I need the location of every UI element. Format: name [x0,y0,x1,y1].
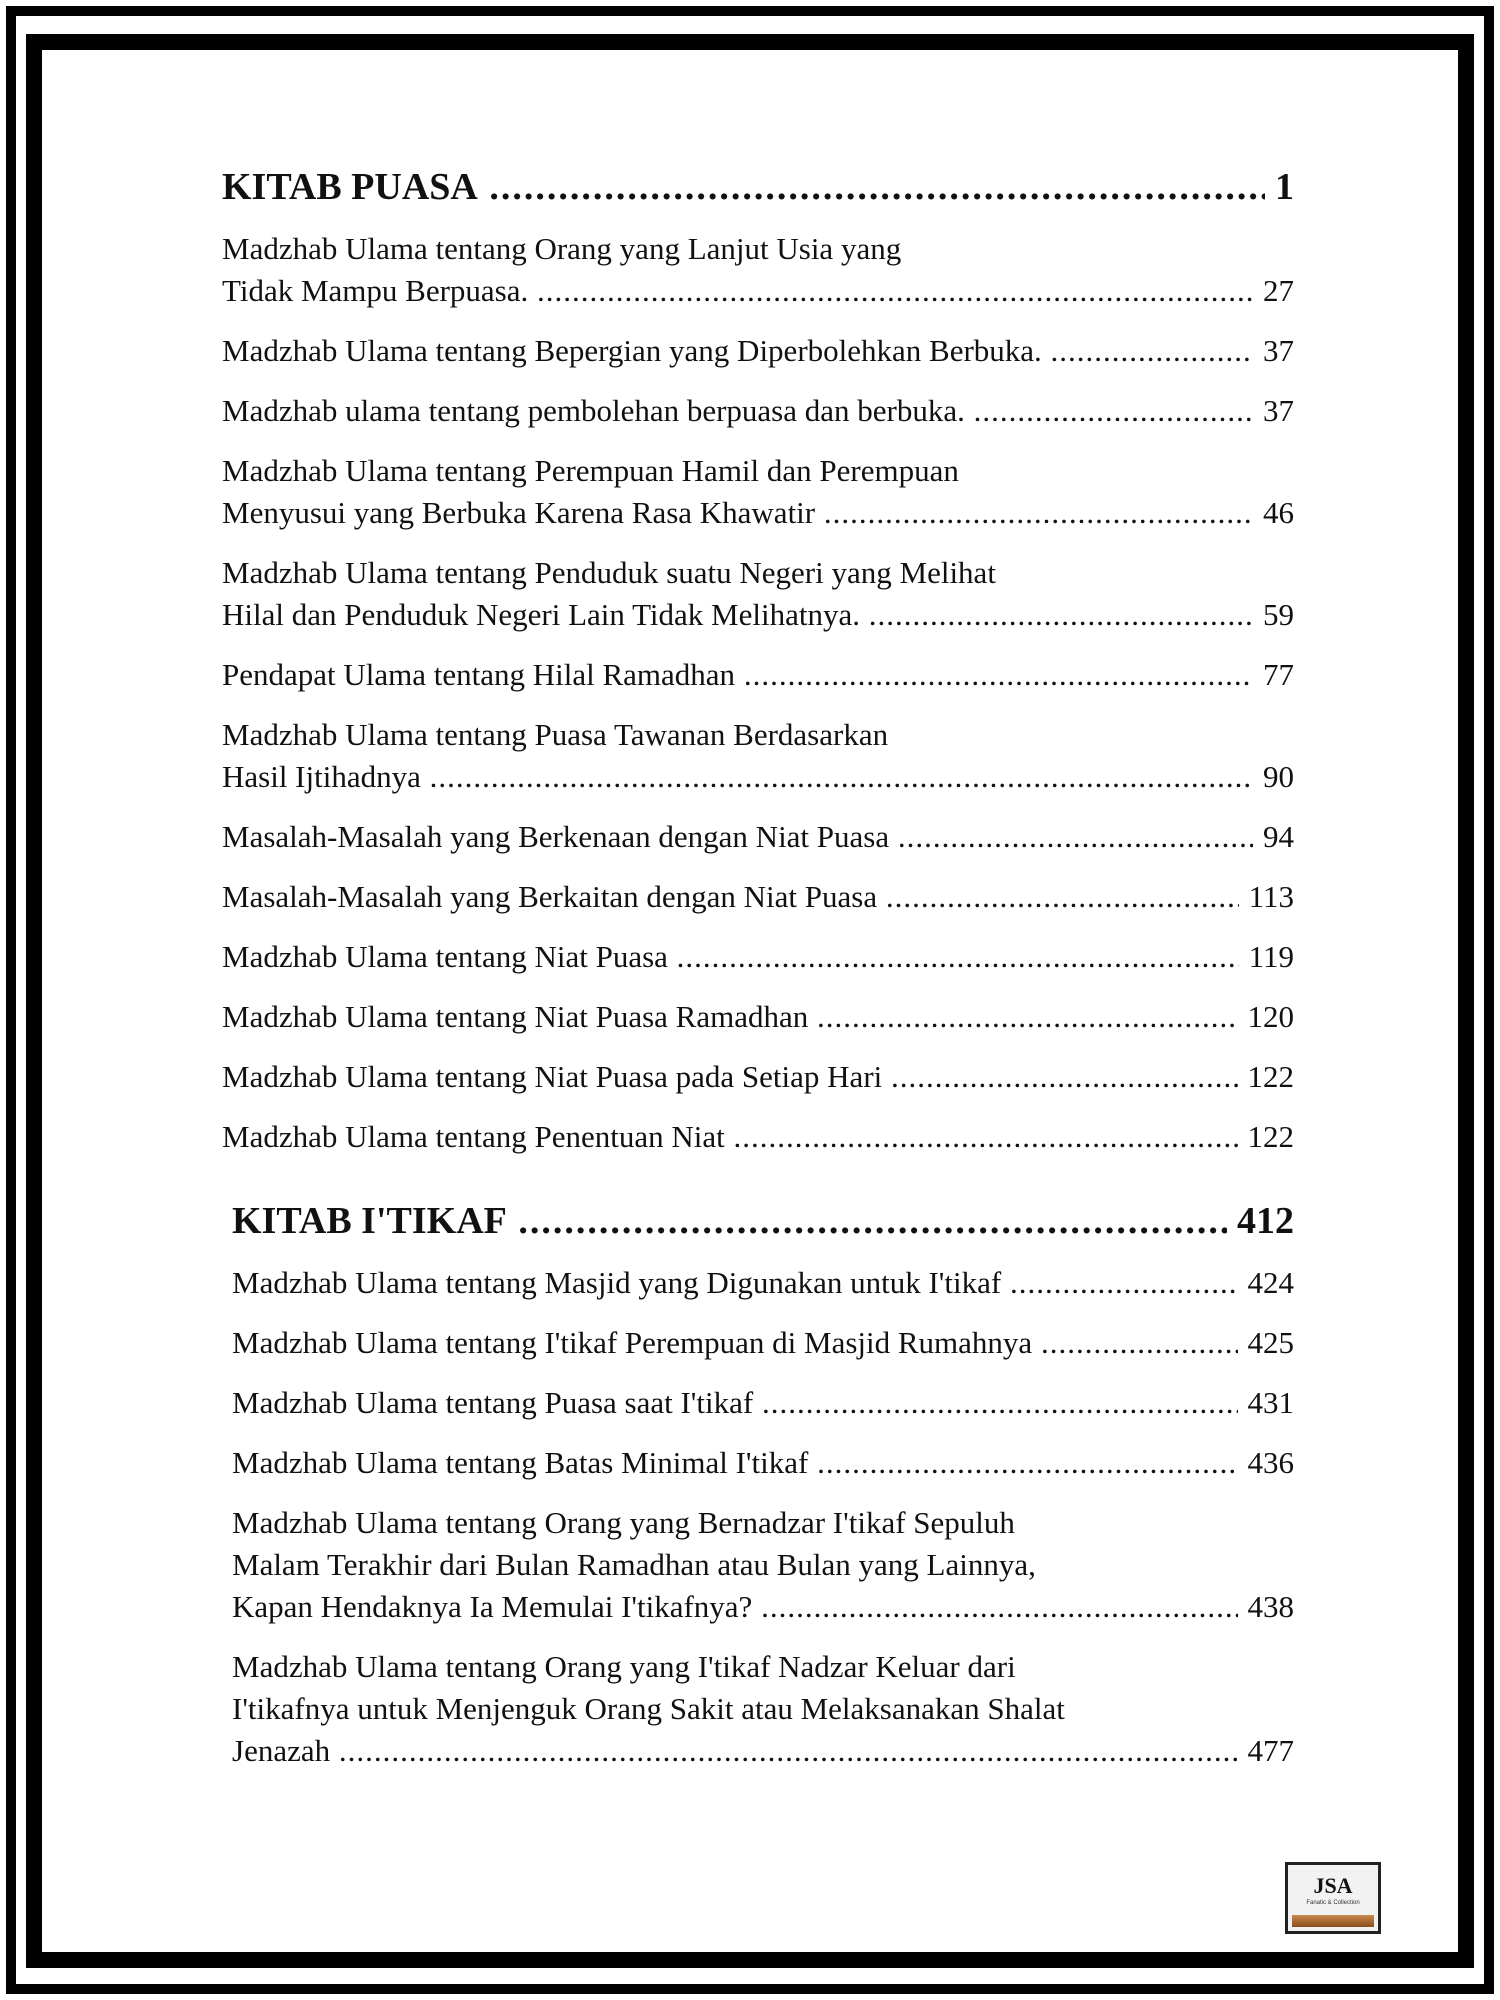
page-number: 37 [1263,333,1294,368]
entry-title [232,1322,1238,1364]
page-number: 37 [1263,393,1294,428]
title-line: Madzhab Ulama tentang Masjid yang Digunakan untuk I'tikaf ..... [232,1262,1238,1304]
title-line: Hasil Ijtihadnya ..... [222,756,1253,798]
title-line: Madzhab Ulama tentang Niat Puasa pada Setiap Hari ..... [222,1056,1238,1098]
toc-entry[interactable] [222,228,1294,312]
title-line: Masalah-Masalah yang Berkenaan dengan Niat Puasa ..... [222,816,1253,858]
page-number: 477 [1247,1733,1294,1768]
title-line: Madzhab Ulama tentang Penentuan Niat ..... [222,1116,1238,1158]
toc-section [222,162,1294,1158]
section-heading[interactable] [232,1196,1294,1246]
title-line: Kapan Hendaknya Ia Memulai I'tikafnya? ..... [232,1586,1238,1628]
page-number: 1 [1275,166,1294,208]
title-line: Masalah-Masalah yang Berkaitan dengan Niat Puasa ..... [222,876,1239,918]
entry-title [222,330,1253,372]
toc-entry[interactable] [222,654,1294,696]
title-line: Madzhab Ulama tentang Niat Puasa Ramadhan ..... [222,996,1238,1038]
title-line: Madzhab Ulama tentang I'tikaf Perempuan di Masjid Rumahnya ..... [232,1322,1238,1364]
entry-title [222,996,1238,1038]
toc-entry[interactable] [222,1056,1294,1098]
title-line: Madzhab Ulama tentang Penduduk suatu Negeri yang Melihat [222,555,996,590]
toc-entry[interactable] [232,1502,1294,1628]
entry-title [222,390,1253,432]
toc-entry[interactable] [222,996,1294,1038]
jsa-logo [1285,1862,1381,1934]
title-line: Pendapat Ulama tentang Hilal Ramadhan ..... [222,654,1253,696]
title-line: Hilal dan Penduduk Negeri Lain Tidak Melihatnya. ..... [222,594,1253,636]
entry-title [232,1442,1238,1484]
toc-entry[interactable] [222,876,1294,918]
page-number: 412 [1237,1200,1294,1242]
title-line: Madzhab Ulama tentang Bepergian yang Diperbolehkan Berbuka. ..... [222,330,1253,372]
page-number: 122 [1247,1119,1294,1154]
toc-entry[interactable] [232,1322,1294,1364]
page-number: 90 [1263,759,1294,794]
toc-entry[interactable] [232,1646,1294,1772]
title-line: Tidak Mampu Berpuasa. ..... [222,270,1253,312]
entry-title [222,552,1253,636]
entry-title [222,714,1253,798]
entry-title [222,450,1253,534]
page-number: 436 [1247,1445,1294,1480]
page-number: 424 [1247,1265,1294,1300]
title-line: Madzhab Ulama tentang Puasa saat I'tikaf ..... [232,1382,1238,1424]
entry-title [232,1502,1238,1628]
page-number: 77 [1263,657,1294,692]
title-line: KITAB PUASA ..... [222,162,1265,212]
title-line: Jenazah ..... [232,1730,1238,1772]
logo-bar [1292,1915,1374,1927]
toc-entry[interactable] [232,1442,1294,1484]
page-number: 94 [1263,819,1294,854]
page-number: 113 [1248,879,1294,914]
title-line: Malam Terakhir dari Bulan Ramadhan atau Bulan yang Lainnya, [232,1547,1036,1582]
page-number: 438 [1247,1589,1294,1624]
page-number: 27 [1263,273,1294,308]
title-line: Madzhab Ulama tentang Perempuan Hamil dan Perempuan [222,453,959,488]
toc-section [222,1196,1294,1772]
entry-title [222,1056,1238,1098]
logo-subtitle: Fanatic & Collection [1306,1900,1360,1906]
toc-entry[interactable] [232,1262,1294,1304]
entry-title [222,654,1253,696]
entry-title [232,1382,1238,1424]
page-number: 119 [1248,939,1294,974]
page-number: 120 [1247,999,1294,1034]
title-line: Madzhab Ulama tentang Orang yang I'tikaf Nadzar Keluar dari [232,1649,1016,1684]
title-line: Menyusui yang Berbuka Karena Rasa Khawatir ..... [222,492,1253,534]
toc-entry[interactable] [222,552,1294,636]
logo-text: JSA [1313,1873,1353,1898]
section-heading[interactable] [222,162,1294,212]
entry-title [232,1262,1238,1304]
title-line: Madzhab Ulama tentang Orang yang Lanjut Usia yang [222,231,902,266]
entry-title [222,816,1253,858]
title-line: Madzhab Ulama tentang Niat Puasa ..... [222,936,1239,978]
entry-title [222,1116,1238,1158]
toc-entry[interactable] [222,330,1294,372]
toc-entry[interactable] [222,936,1294,978]
section-title [222,162,1265,212]
page-number: 425 [1247,1325,1294,1360]
entry-title [232,1646,1238,1772]
page-number: 122 [1247,1059,1294,1094]
page-number: 431 [1247,1385,1294,1420]
toc-entry[interactable] [222,450,1294,534]
entry-title [222,936,1239,978]
toc-entry[interactable] [222,390,1294,432]
toc-entry[interactable] [222,714,1294,798]
title-line: I'tikafnya untuk Menjenguk Orang Sakit atau Melaksanakan Shalat [232,1691,1065,1726]
title-line: Madzhab ulama tentang pembolehan berpuasa dan berbuka. ..... [222,390,1253,432]
title-line: Madzhab Ulama tentang Puasa Tawanan Berdasarkan [222,717,889,752]
title-line: Madzhab Ulama tentang Orang yang Bernadzar I'tikaf Sepuluh [232,1505,1015,1540]
section-title [232,1196,1227,1246]
toc-entry[interactable] [232,1382,1294,1424]
entry-title [222,876,1239,918]
toc-entry[interactable] [222,1116,1294,1158]
table-of-contents [222,162,1294,1810]
page-number: 59 [1263,597,1294,632]
entry-title [222,228,1253,312]
title-line: Madzhab Ulama tentang Batas Minimal I'tikaf ..... [232,1442,1238,1484]
title-line: KITAB I'TIKAF ..... [232,1196,1227,1246]
toc-entry[interactable] [222,816,1294,858]
page-number: 46 [1263,495,1294,530]
